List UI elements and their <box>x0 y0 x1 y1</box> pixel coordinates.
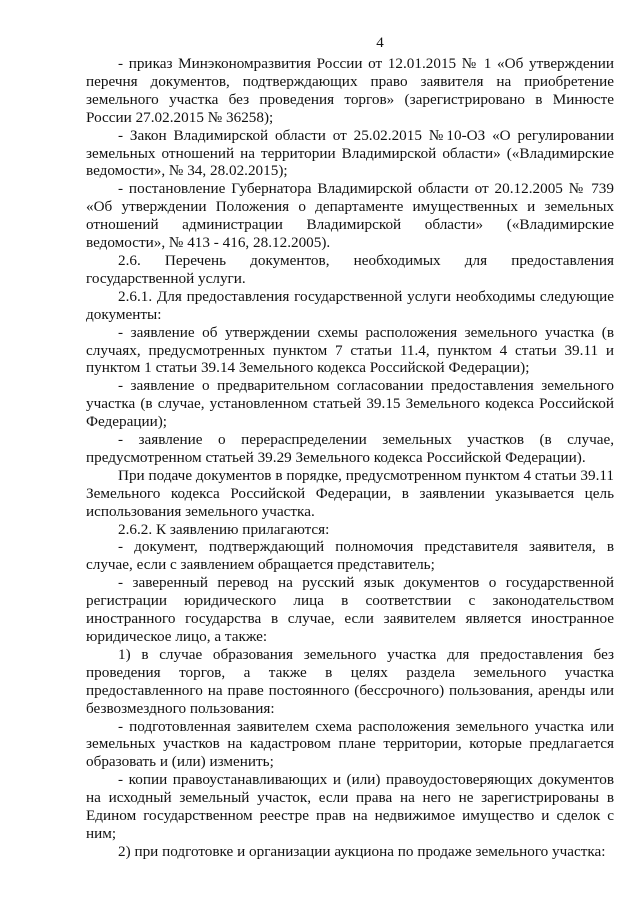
page-number: 4 <box>376 35 384 51</box>
numbered-item: 2) при подготовке и организации аукциона по продаже земельного участка: <box>118 842 606 860</box>
list-item: - документ, подтверждающий полномочия представителя заявителя, в случае, если с заявлением обращается представитель; <box>86 538 614 574</box>
paragraph: - постановление Губернатора Владимирской области от 20.12.2005 № 739 «Об утверждении Положения о департаменте имущественных и земельных отношений администрации Владимирской области» («Владимирские ведомости», № 413 - 416, 28.12.2005). <box>86 180 614 252</box>
subsection-heading: 2.6.1. Для предоставления государственной услуги необходимы следующие документы: <box>86 287 614 323</box>
list-item: - заявление о предварительном согласовании предоставления земельного участка (в случае, установленном статьей 39.15 Земельного кодекса Российской Федерации); <box>86 377 614 431</box>
paragraph: - приказ Минэкономразвития России от 12.01.2015 № 1 «Об утверждении перечня документов, подтверждающих право заявителя на приобретение земельного участка без проведения торгов» (зарегистрировано в Минюсте России 27.02.2015 № 36258); <box>86 55 614 126</box>
subsection-heading: 2.6.2. К заявлению прилагаются: <box>118 520 330 538</box>
numbered-item: 1) в случае образования земельного участка для предоставления без проведения торгов, а также в целях раздела земельного участка предоставленного на праве постоянного (бессрочного) пользования, аренды или безвозмездного пользования: <box>86 645 614 717</box>
section-heading: 2.6. Перечень документов, необходимых для предоставления государственной услуги. <box>86 251 614 287</box>
list-item: - копии правоустанавливающих и (или) правоудостоверяющих документов на исходный земельный участок, если права на него не зарегистрированы в Едином государственном реестре прав на недвижимое имущество и сделок с ним; <box>86 771 614 842</box>
list-item: - подготовленная заявителем схема расположения земельного участка или земельных участков на кадастровом плане территории, которые предлагается образовать и (или) изменить; <box>86 717 614 771</box>
list-item: - заверенный перевод на русский язык документов о государственной регистрации юридического лица в соответствии с законодательством иностранного государства в случае, если заявителем является иностранное юридическое лицо, а также: <box>86 574 614 645</box>
list-item: - заявление об утверждении схемы расположения земельного участка (в случаях, предусмотренных пунктом 7 статьи 11.4, пунктом 4 статьи 39.11 и пунктом 1 статьи 39.14 Земельного кодекса Российской Федерации); <box>86 323 614 377</box>
paragraph: При подаче документов в порядке, предусмотренном пунктом 4 статьи 39.11 Земельного кодекса Российской Федерации, в заявлении указывается цель использования земельного участка. <box>86 466 614 520</box>
paragraph: - Закон Владимирской области от 25.02.2015 №10-ОЗ «О регулировании земельных отношений на территории Владимирской области» («Владимирские ведомости», № 34, 28.02.2015); <box>86 126 614 180</box>
list-item: - заявление о перераспределении земельных участков (в случае, предусмотренном статьей 39.29 Земельного кодекса Российской Федерации). <box>86 431 614 466</box>
